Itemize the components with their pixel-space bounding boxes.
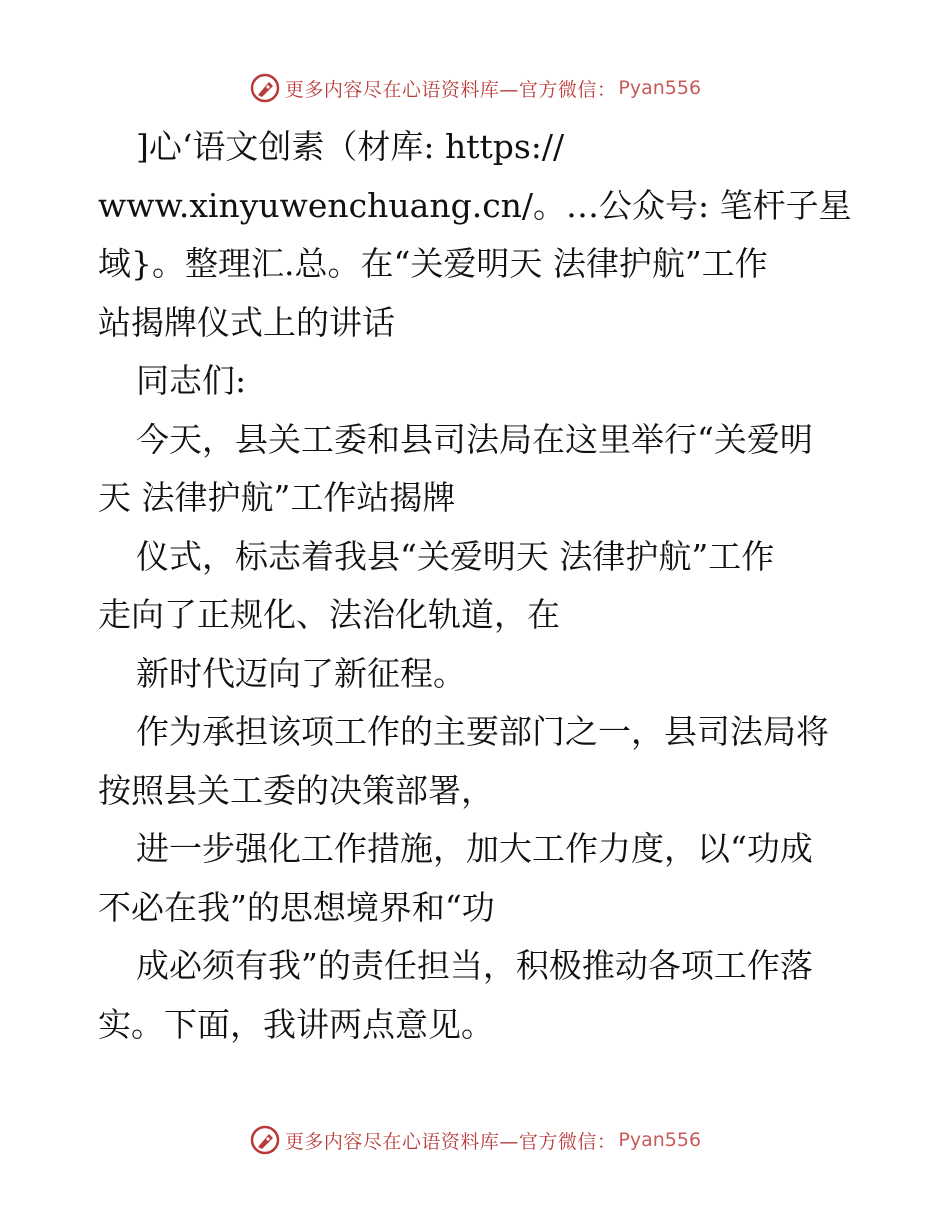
- watermark-text: 更多内容尽在心语资料库—官方微信：: [284, 1130, 617, 1153]
- document-body: [98, 118, 858, 1054]
- text-line: www.xinyuwenchuang.cn/。…公众号: 笔杆子星: [98, 185, 852, 225]
- text-line: 按照县关工委的决策部署，: [98, 770, 494, 810]
- text-line: 站揭牌仪式上的讲话: [98, 302, 395, 342]
- text-line: 域}。整理汇.总。在“关爱明天 法律护航”工作: [98, 244, 768, 283]
- text-line: 成必须有我”的责任担当，积极推动各项工作落: [136, 946, 813, 985]
- watermark-text: 更多内容尽在心语资料库—官方微信：: [284, 78, 617, 101]
- text-line: 不必在我”的思想境界和“功: [98, 887, 495, 927]
- text-line: 仪式，标志着我县“关爱明天 法律护航”工作: [136, 536, 775, 576]
- text-line: ]心‘语文创素（材库: https://: [136, 127, 565, 166]
- text-line: 进一步强化工作措施，加大工作力度，以“功成: [136, 829, 813, 868]
- text-line: 今天，县关工委和县司法局在这里举行“关爱明: [136, 419, 813, 459]
- salutation: 同志们:: [136, 361, 247, 400]
- text-line: 作为承担该项工作的主要部门之一，县司法局将: [136, 712, 829, 751]
- text-line: 天 法律护航”工作站揭牌: [98, 478, 456, 517]
- text-line: 实。下面，我讲两点意见。: [98, 1004, 494, 1044]
- watermark-wechat-id: Pyan556: [618, 77, 702, 99]
- header-watermark: [0, 72, 950, 104]
- text-line: 新时代迈向了新征程。: [136, 653, 466, 693]
- text-line: 走向了正规化、法治化轨道，在: [98, 595, 560, 634]
- pen-nib-logo-icon: [249, 1124, 281, 1156]
- pen-nib-logo-icon: [249, 72, 281, 104]
- watermark-wechat-id: Pyan556: [618, 1129, 702, 1151]
- footer-watermark: [0, 1124, 950, 1156]
